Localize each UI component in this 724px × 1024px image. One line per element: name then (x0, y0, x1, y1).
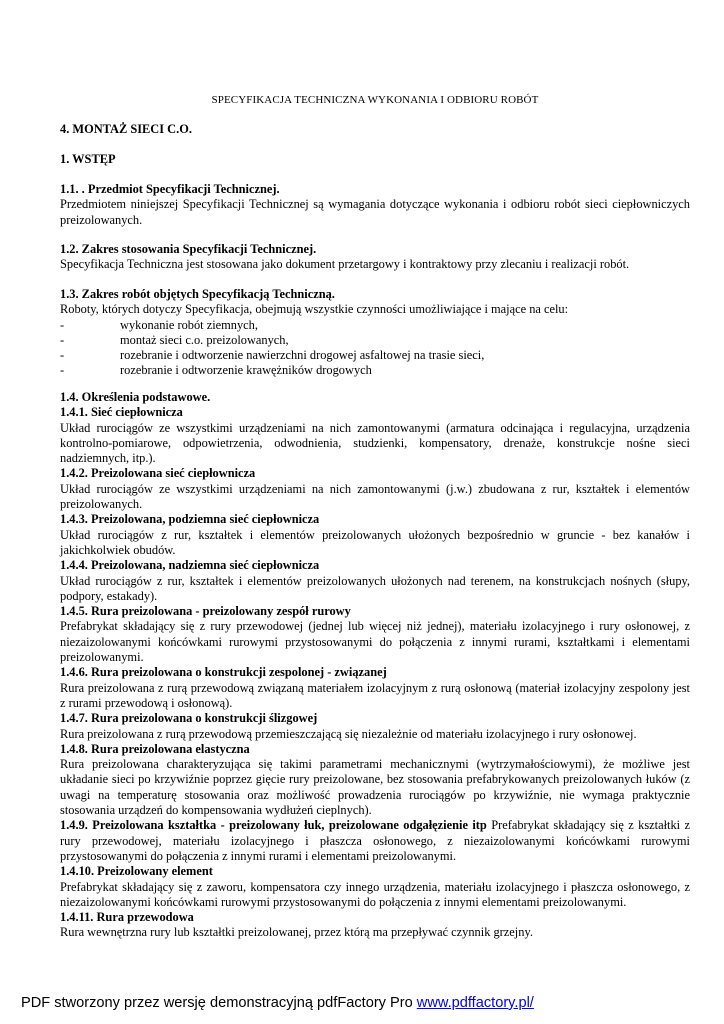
definition-title: 1.4.4. Preizolowana, nadziemna sieć ciepłownicza (60, 558, 320, 573)
definition-title: 1.4.10. Preizolowany element (60, 864, 213, 879)
list-item (60, 333, 690, 348)
list-dash: - (60, 332, 65, 347)
list-item (60, 348, 690, 363)
pdf-footer (21, 995, 534, 1011)
list-item-text: rozebranie i odtworzenie nawierzchni drogowej asfaltowej na trasie sieci, (120, 348, 485, 363)
definition-text: Prefabrykat składający się z kształtki z rury przewodowej, materiału izolacyjnego i płaszcza osłonowego, z niezaizolowanymi końcówkami rurowymi przystosowanymi do połączenia z innymi rurami i elementami preizolowanymi. (60, 818, 690, 863)
section-1-2 (60, 242, 690, 273)
definition-title: 1.4.7. Rura preizolowana o konstrukcji ślizgowej (60, 711, 318, 726)
intro-title: 1. WSTĘP (60, 152, 116, 166)
section-1-3-title: 1.3. Zakres robót objętych Specyfikacją Techniczną. (60, 287, 335, 301)
section-1-2-text: Specyfikacja Techniczna jest stosowana jako dokument przetargowy i kontraktowy przy zlecaniu i realizacji robót. (60, 257, 630, 272)
section-1-3-text: Roboty, których dotyczy Specyfikacja, obejmują wszystkie czynności umożliwiające i mające na celu: (60, 302, 569, 317)
definition-title: 1.4.3. Preizolowana, podziemna sieć ciepłownicza (60, 512, 320, 527)
section-1-2-title: 1.2. Zakres stosowania Specyfikacji Technicznej. (60, 242, 317, 256)
definition-text: Rura wewnętrzna rury lub kształtki preizolowanej, przez którą ma przepływać czynnik grzejny. (60, 925, 533, 940)
section-1-3 (60, 287, 690, 379)
list-item-text: wykonanie robót ziemnych, (120, 317, 258, 332)
definition-text: Prefabrykat składający się z zaworu, kompensatora czy innego urządzenia, materiału izolacyjnego i płaszcza osłonowego, z niezaizolowanymi końcówkami rurowymi przystosowanymi do połączenia z innymi elementami preizolowanymi. (60, 879, 690, 909)
list-item (60, 363, 690, 378)
definition-text: Rura preizolowana z rurą przewodową związaną materiałem izolacyjnym z rurą osłonową (materiał izolacyjny zespolony jest z rurami przewodową i osłonową). (60, 680, 690, 710)
definition-title: 1.4.1. Sieć ciepłownicza (60, 405, 183, 420)
definition-title: 1.4.6. Rura preizolowana o konstrukcji zespolonej - związanej (60, 665, 387, 680)
section-1-1-text: Przedmiotem niniejszej Specyfikacji Technicznej są wymagania dotyczące wykonania i odbioru robót sieci ciepłowniczych preizolowanych. (60, 197, 690, 227)
definition-text: Rura preizolowana charakteryzująca się takimi parametrami mechanicznymi (wytrzymałościowymi), że możliwe jest układanie sieci po krzywiźnie poprzez gięcie rury preizolowane, bez stosowania prefabrykowanych preizolowanych łuków (z uwagi na temperaturę stosowania oraz możliwość prowadzenia rurociągów po krzywiźnie, nie wymaga praktycznie stosowania urządzeń do kompensowania wydłużeń cieplnych). (60, 757, 690, 818)
definition-title: 1.4.2. Preizolowana sieć ciepłownicza (60, 466, 256, 481)
section-1-4 (60, 390, 690, 941)
definition-text: Układ rurociągów z rur, kształtek i elementów preizolowanych ułożonych bezpośrednio w gruncie - bez kanałów i jakichkolwiek obudów. (60, 527, 690, 557)
definition-title: 1.4.9. Preizolowana kształtka - preizolowany łuk, preizolowane odgałęzienie itp (60, 818, 487, 833)
list-item (60, 318, 690, 333)
document-header: SPECYFIKACJA TECHNICZNA WYKONANIA I ODBIORU ROBÓT (211, 94, 539, 106)
list-dash: - (60, 317, 65, 332)
section-1-1 (60, 182, 690, 228)
definition-1-4-9 (60, 818, 690, 864)
section-1-4-title: 1.4. Określenia podstawowe. (60, 390, 211, 404)
section-1-1-title: 1.1. . Przedmiot Specyfikacji Technicznej. (60, 182, 280, 196)
list-dash: - (60, 348, 65, 363)
list-item-text: montaż sieci c.o. preizolowanych, (120, 332, 289, 347)
footer-text: PDF stworzony przez wersję demonstracyjną pdfFactory Pro (21, 995, 417, 1011)
definition-text: Rura preizolowana z rurą przewodową przemieszczającą się niezależnie od materiału izolacyjnego i rury osłonowej. (60, 726, 637, 741)
definition-text: Układ rurociągów ze wszystkimi urządzeniami na nich zamontowanymi (j.w.) zbudowana z rur, kształtek i elementów preizolowanych. (60, 481, 690, 512)
list-dash: - (60, 363, 65, 378)
footer-link[interactable]: www.pdffactory.pl/ (416, 995, 534, 1011)
definition-title: 1.4.8. Rura preizolowana elastyczna (60, 741, 250, 756)
definition-title: 1.4.11. Rura przewodowa (60, 910, 194, 925)
definition-text: Układ rurociągów ze wszystkimi urządzeniami na nich zamontowanymi (armatura odcinająca i regulacyjna, urządzenia kontrolno-pomiarowe, odpowietrzenia, odwodnienia, studzienki, kompensatory, drenaże, konstrukcje nośne sieci nadziemnych, itp.). (60, 420, 690, 466)
section-title: 4. MONTAŻ SIECI C.O. (60, 122, 192, 136)
definition-text: Układ rurociągów z rur, kształtek i elementów preizolowanych ułożonych nad terenem, na konstrukcjach nośnych (słupy, podpory, estakady). (60, 573, 690, 603)
list-item-text: rozebranie i odtworzenie krawężników drogowych (120, 363, 372, 378)
definition-title: 1.4.5. Rura preizolowana - preizolowany zespół rurowy (60, 604, 351, 619)
definition-text: Prefabrykat składający się z rury przewodowej (jednej lub więcej niż jednej), materiału izolacyjnego i rury osłonowej, z niezaizolowanymi końcówkami rurowymi przystosowanymi do połączenia z innymi rurami, kształtkami i elementami preizolowanymi. (60, 619, 690, 665)
